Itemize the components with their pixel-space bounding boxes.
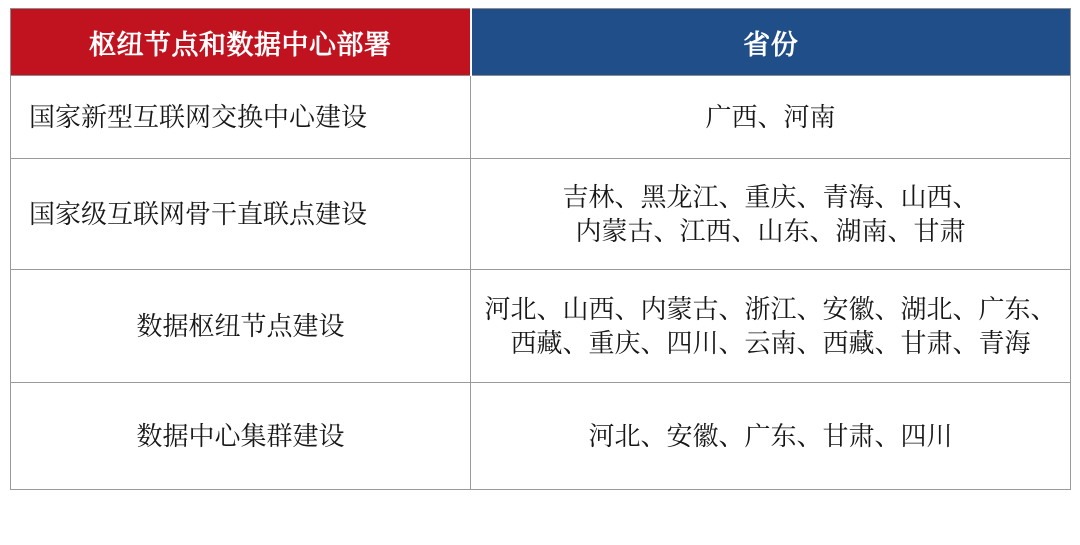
deployment-province-table — [10, 8, 1071, 490]
cell-provinces-2 — [471, 159, 1071, 270]
province-line: 内蒙古、江西、山东、湖南、甘肃 — [575, 216, 966, 246]
cell-category-4: 数据中心集群建设 — [11, 383, 471, 490]
cell-provinces-4 — [471, 383, 1071, 490]
table-row — [11, 76, 1071, 159]
cell-provinces-3 — [471, 270, 1071, 383]
table-body — [11, 76, 1071, 490]
table-row — [11, 159, 1071, 270]
province-line: 广西、河南 — [705, 101, 836, 132]
cell-category-3: 数据枢纽节点建设 — [11, 270, 471, 383]
table-row — [11, 270, 1071, 383]
table-row — [11, 383, 1071, 490]
province-line: 西藏、重庆、四川、云南、西藏、甘肃、青海 — [510, 328, 1031, 358]
table-header — [11, 9, 1071, 76]
cell-category-1: 国家新型互联网交换中心建设 — [11, 76, 471, 159]
cell-provinces-1 — [471, 76, 1071, 159]
header-cell-category: 枢纽节点和数据中心部署 — [11, 9, 471, 76]
header-cell-province: 省份 — [471, 9, 1071, 76]
province-line: 吉林、黑龙江、重庆、青海、山西、 — [562, 181, 979, 212]
province-line: 河北、山西、内蒙古、浙江、安徽、湖北、广东、 — [484, 293, 1057, 324]
cell-category-2: 国家级互联网骨干直联点建设 — [11, 159, 471, 270]
table-header-row — [11, 9, 1071, 76]
province-line: 河北、安徽、广东、甘肃、四川 — [588, 420, 953, 451]
